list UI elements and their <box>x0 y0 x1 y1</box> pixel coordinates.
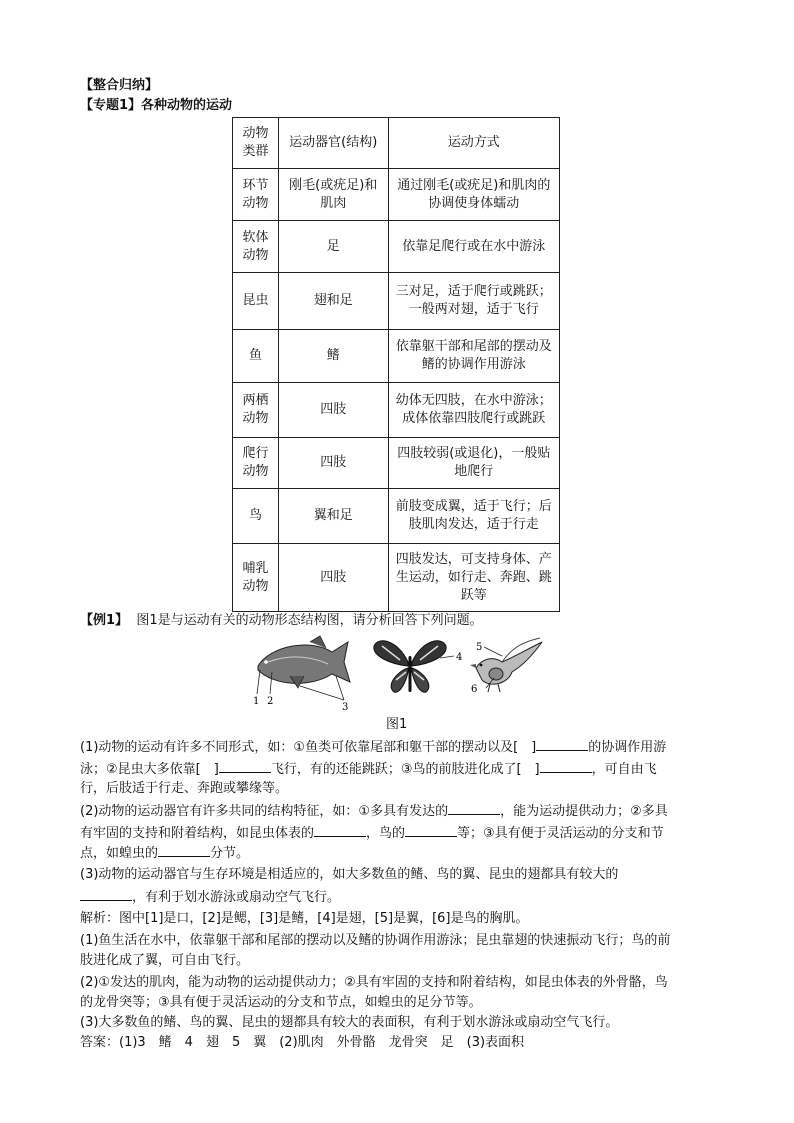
table-cell: 四肢 <box>278 544 388 612</box>
table-row <box>233 330 560 383</box>
animal-movement-table <box>232 117 560 612</box>
table-cell: 幼体无四肢，在水中游泳；成体依靠四肢爬行或跳跃 <box>388 383 559 438</box>
table-cell: 依靠足爬行或在水中游泳 <box>388 221 559 273</box>
table-cell: 足 <box>278 221 388 273</box>
answer-blank[interactable] <box>158 844 210 857</box>
figure-number: 1 <box>253 696 260 707</box>
question-text: 飞行，有的还能跳跃；③鸟的前肢进化成了[ ] <box>270 762 540 777</box>
table-cell: 哺乳动物 <box>233 544 279 612</box>
question-text: 等；③具有便于灵活运动的分支和节 <box>457 826 664 841</box>
table-cell: 刚毛(或疣足)和肌肉 <box>278 169 388 221</box>
question-text: 的协调作用游 <box>588 740 667 755</box>
butterfly-illustration <box>374 641 454 692</box>
analysis-line: 解析：图中[1]是口，[2]是鳃，[3]是鳍，[4]是翅，[5]是翼，[6]是鸟的胸肌。 <box>80 911 529 926</box>
question-line <box>80 760 720 779</box>
analysis-line: (3)大多数鱼的鳍、鸟的翼、昆虫的翅都具有较大的表面积，有利于划水游泳或扇动空气飞行。 <box>80 1015 619 1030</box>
question-text: ，有利于划水游泳或扇动空气飞行。 <box>132 890 341 905</box>
example-intro-line <box>80 612 720 630</box>
table-cell: 前肢变成翼，适于飞行；后肢肌肉发达，适于行走 <box>388 489 559 544</box>
figure-caption: 图1 <box>386 717 408 732</box>
figure-number: 2 <box>267 696 274 707</box>
table-header-row <box>233 118 560 169</box>
table-header-cell: 动物类群 <box>233 118 279 169</box>
question-line <box>80 780 720 798</box>
question-line <box>80 844 720 863</box>
answer-line: 答案：(1)3 鳍 4 翅 5 翼 (2)肌肉 外骨骼 龙骨突 足 (3)表面积 <box>80 1035 525 1050</box>
table-cell: 四肢 <box>278 438 388 489</box>
table-cell: 鸟 <box>233 489 279 544</box>
question-text: 点，如蝗虫的 <box>80 846 159 861</box>
animal-figure <box>250 632 550 712</box>
fish-illustration <box>257 636 350 700</box>
table-cell: 翅和足 <box>278 273 388 330</box>
table-cell: 两栖动物 <box>233 383 279 438</box>
answer-blank[interactable] <box>80 888 132 901</box>
topic-title: 【专题1】各种动物的运动 <box>80 98 233 113</box>
table-cell: 四肢发达，可支持身体、产生运动，如行走、奔跑、跳跃等 <box>388 544 559 612</box>
question-text: (3)动物的运动器官与生存环境是相适应的，如大多数鱼的鳍、鸟的翼、昆虫的翅都具有较大的 <box>80 867 619 882</box>
answer-blank[interactable] <box>219 760 271 773</box>
table-cell: 鱼 <box>233 330 279 383</box>
table-cell: 软体动物 <box>233 221 279 273</box>
question-text: ，鸟的 <box>366 826 406 841</box>
question-line <box>80 866 720 884</box>
figure-number: 6 <box>471 684 478 695</box>
table-cell: 鳍 <box>278 330 388 383</box>
question-text: (1)动物的运动有许多不同形式，如：①鱼类可依靠尾部和躯干部的摆动以及[ ] <box>80 740 537 755</box>
table-row <box>233 221 560 273</box>
question-text: (2)动物的运动器官有许多共同的结构特征，如：①多具有发达的 <box>80 804 449 819</box>
question-text: 行，后肢适于行走、奔跑或攀缘等。 <box>80 781 289 796</box>
table-row <box>233 489 560 544</box>
answer-blank[interactable] <box>448 802 500 815</box>
question-text: ，可自由飞 <box>591 762 657 777</box>
question-text: ，能为运动提供动力；②多具 <box>500 804 668 819</box>
figure-number: 5 <box>476 642 483 653</box>
example-label: 【例1】 <box>80 613 129 628</box>
answer-blank[interactable] <box>536 738 588 751</box>
table-cell: 三对足，适于爬行或跳跃；一般两对翅，适于飞行 <box>388 273 559 330</box>
answer-blank[interactable] <box>314 824 366 837</box>
table-cell: 昆虫 <box>233 273 279 330</box>
question-text: 泳；②昆虫大多依靠[ ] <box>80 762 219 777</box>
table-cell: 翼和足 <box>278 489 388 544</box>
table-row <box>233 169 560 221</box>
answer-blank[interactable] <box>405 824 457 837</box>
example-intro: 图1是与运动有关的动物形态结构图，请分析回答下列问题。 <box>136 613 483 628</box>
question-line <box>80 738 720 757</box>
table-row <box>233 273 560 330</box>
question-text: 分节。 <box>210 846 250 861</box>
table-cell: 通过刚毛(或疣足)和肌肉的协调使身体蠕动 <box>388 169 559 221</box>
table-cell: 依靠躯干部和尾部的摆动及鳍的协调作用游泳 <box>388 330 559 383</box>
table-cell: 环节动物 <box>233 169 279 221</box>
analysis-line: (2)①发达的肌肉，能为动物的运动提供动力；②具有牢固的支持和附着结构，如昆虫体表的外骨骼，鸟 <box>80 975 668 990</box>
table-header-cell: 运动器官(结构) <box>278 118 388 169</box>
question-line <box>80 802 720 821</box>
analysis-line: 的龙骨突等；③具有便于灵活运动的分支和节点，如蝗虫的足分节等。 <box>80 995 482 1010</box>
table-header-cell: 运动方式 <box>388 118 559 169</box>
figure-number: 4 <box>456 652 463 663</box>
section-title: 【整合归纳】 <box>80 78 159 93</box>
table-row <box>233 383 560 438</box>
table-cell: 四肢 <box>278 383 388 438</box>
table-cell: 爬行动物 <box>233 438 279 489</box>
answer-blank[interactable] <box>540 760 592 773</box>
figure-number: 3 <box>342 702 349 712</box>
table-cell: 四肢较弱(或退化)，一般贴地爬行 <box>388 438 559 489</box>
question-text: 有牢固的支持和附着结构，如昆虫体表的 <box>80 826 315 841</box>
table-row <box>233 544 560 612</box>
table-row <box>233 438 560 489</box>
question-line <box>80 824 720 843</box>
analysis-line: 肢进化成了翼，可自由飞行。 <box>80 953 250 968</box>
question-line <box>80 888 720 907</box>
analysis-line: (1)鱼生活在水中，依靠躯干部和尾部的摆动以及鳍的协调作用游泳；昆虫靠翅的快速振动飞行；鸟的前 <box>80 933 671 948</box>
